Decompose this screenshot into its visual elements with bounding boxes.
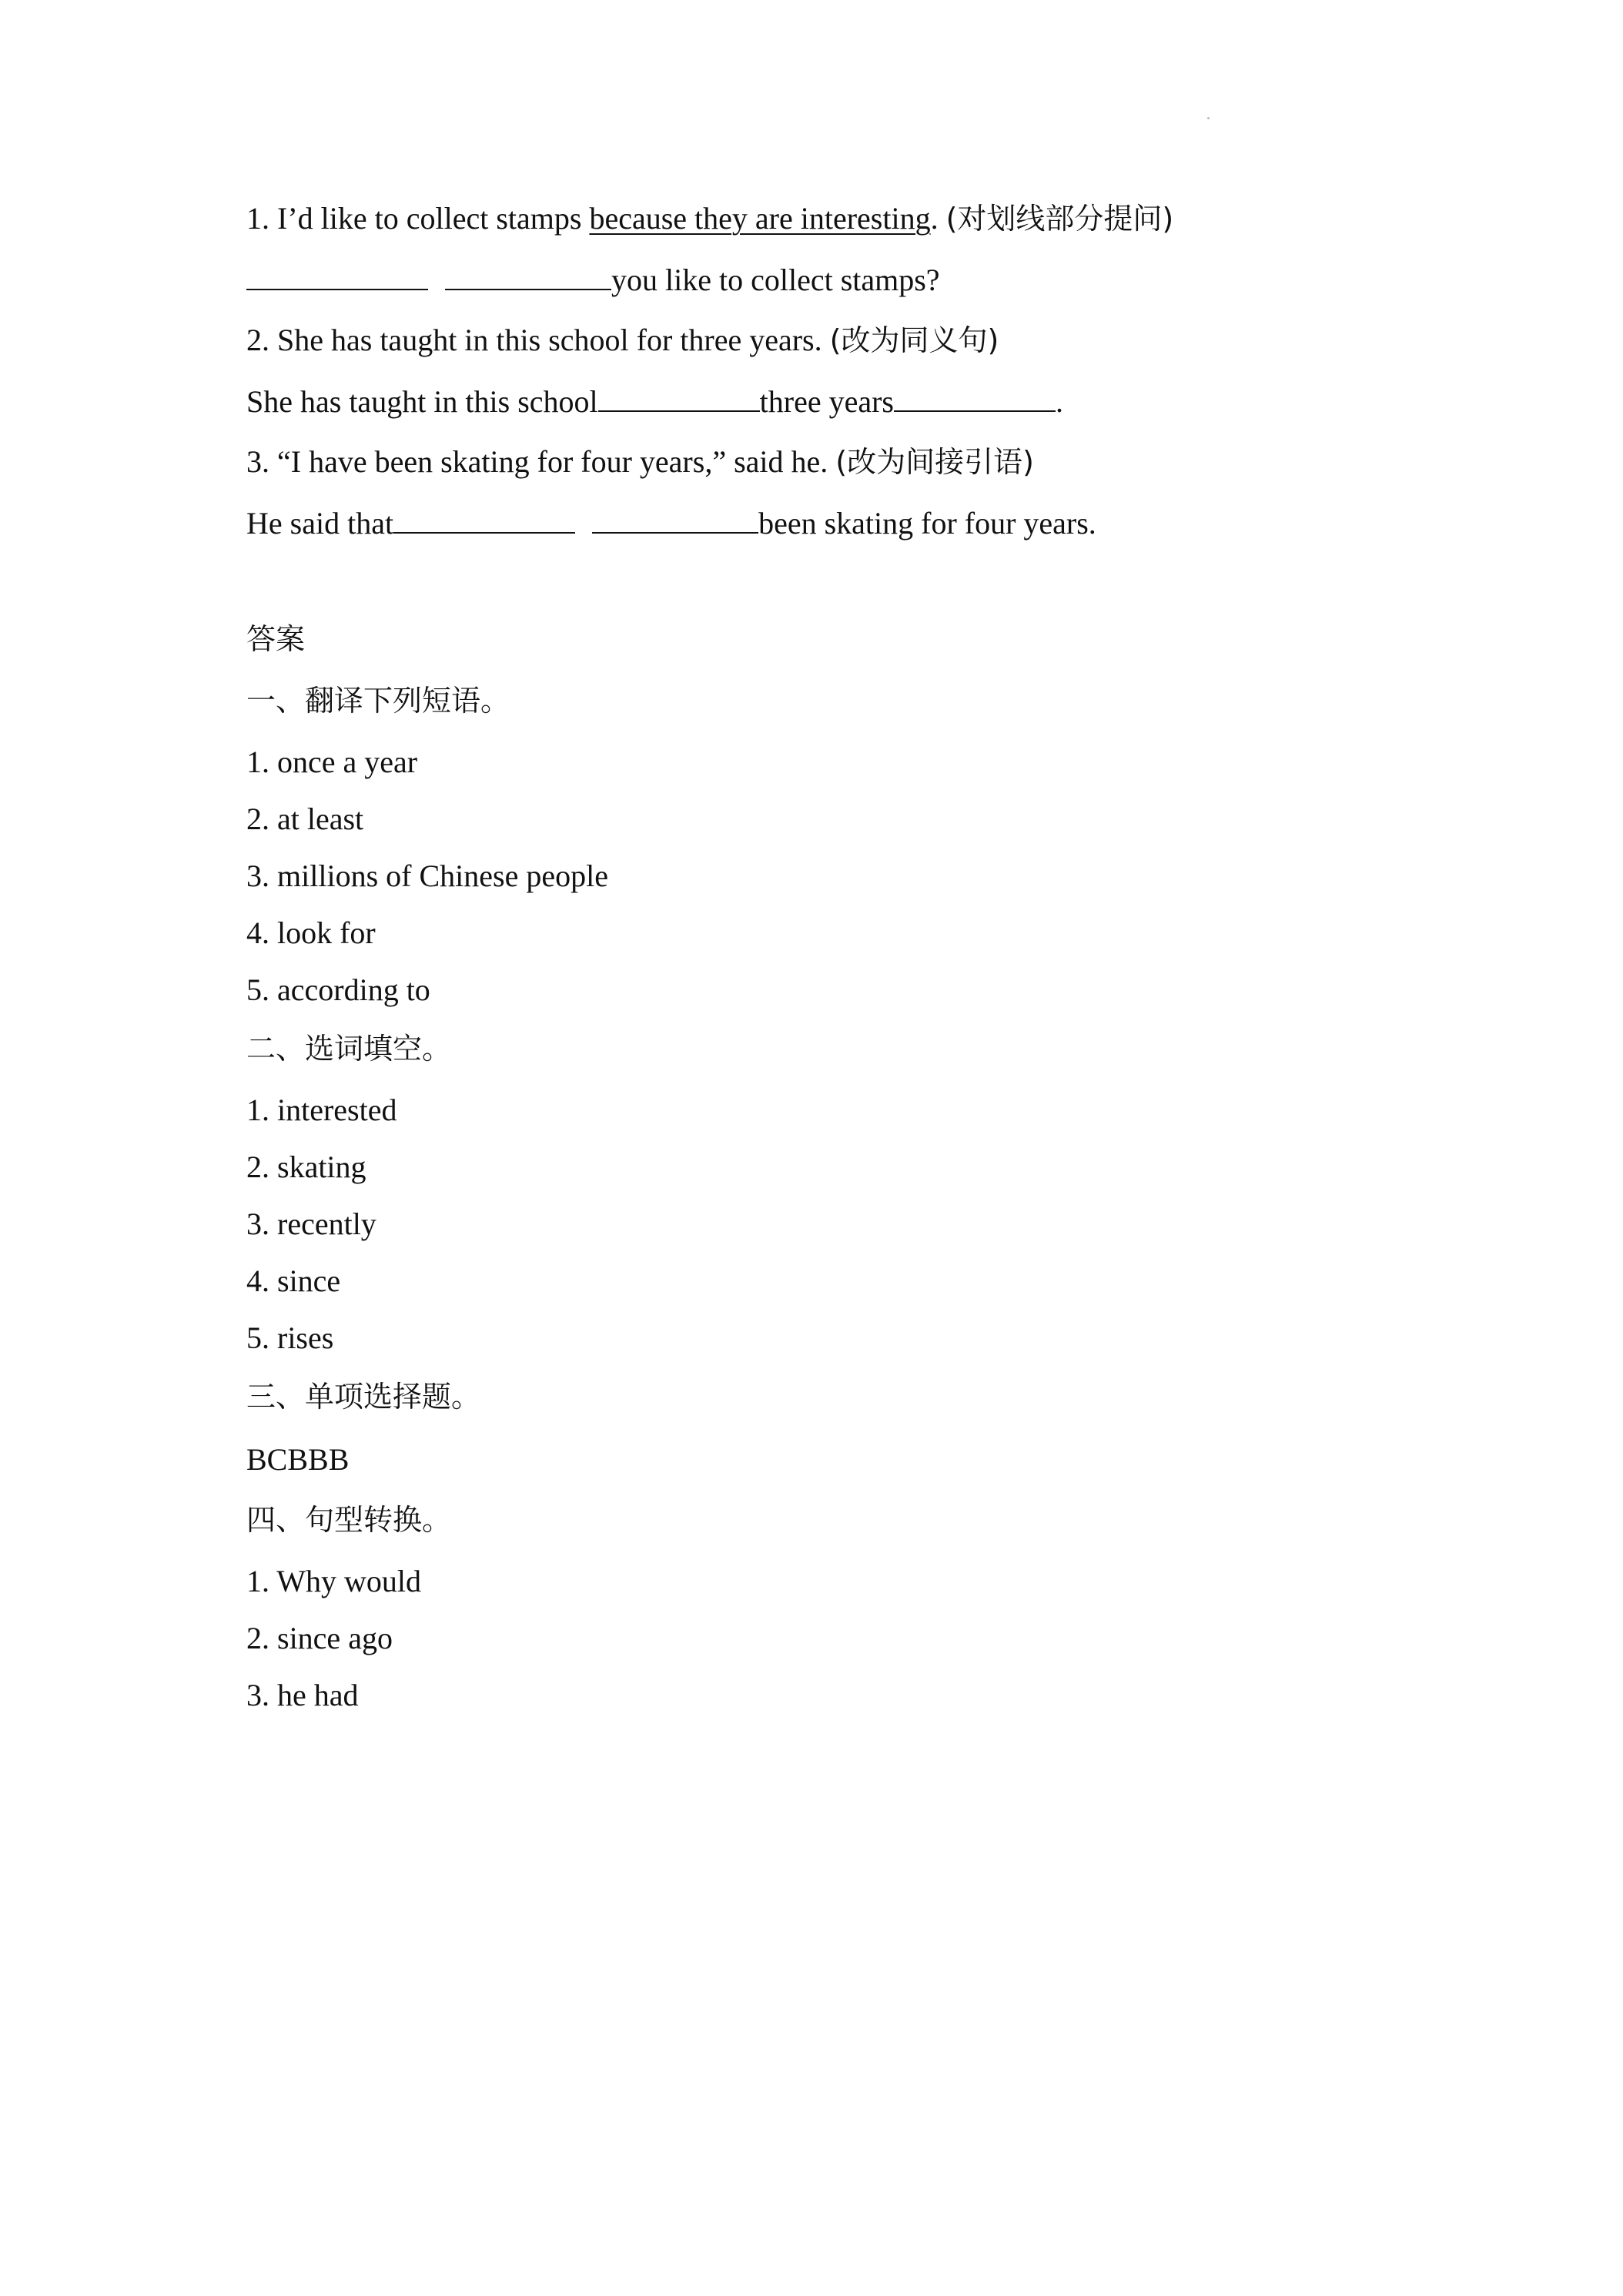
question-2-answer-part2: three years (759, 384, 894, 419)
section-1-answer: 1. once a year (246, 745, 418, 779)
question-2-answer-part1: She has taught in this school (246, 384, 598, 419)
section-2-answer: 3. recently (246, 1207, 376, 1241)
section-4-answer: 3. he had (246, 1678, 359, 1712)
question-2 (246, 322, 999, 359)
section-1-answer: 2. at least (246, 802, 364, 836)
answer-blank[interactable] (592, 506, 758, 534)
answer-blank[interactable] (246, 263, 428, 290)
section-4-answer: 2. since ago (246, 1621, 393, 1655)
question-3-answer-prefix: He said that (246, 506, 394, 541)
question-3-answer-suffix: been skating for four years. (758, 506, 1096, 541)
question-1-answer-suffix: you like to collect stamps? (611, 263, 940, 297)
question-1-prefix: 1. I’d like to collect stamps (246, 201, 590, 236)
section-2-answer: 2. skating (246, 1150, 366, 1184)
question-1-suffix: . (930, 201, 946, 236)
section-2-answer: 1. interested (246, 1093, 397, 1127)
question-1 (246, 200, 1173, 237)
section-1-answer: 4. look for (246, 915, 376, 950)
question-2-answer-end: . (1055, 384, 1063, 419)
section-2-answer: 5. rises (246, 1320, 334, 1355)
question-3 (246, 443, 1034, 480)
answers-heading: 答案 (246, 622, 306, 656)
question-2-instruction: (改为同义句) (829, 323, 999, 357)
section-1-title: 一、翻译下列短语。 (246, 684, 510, 718)
question-3-instruction: (改为间接引语) (835, 445, 1034, 479)
section-3-answer: BCBBB (246, 1442, 350, 1477)
question-3-answer-line (246, 505, 1096, 542)
answer-blank[interactable] (598, 384, 760, 412)
section-1-answer: 3. millions of Chinese people (246, 858, 608, 893)
answer-blank[interactable] (393, 506, 575, 534)
question-3-prompt: 3. “I have been skating for four years,” said he. (246, 444, 836, 479)
question-1-instruction: (对划线部分提问) (945, 202, 1174, 236)
question-1-answer-line (246, 262, 940, 299)
section-2-title: 二、选词填空。 (246, 1032, 452, 1066)
answer-blank[interactable] (894, 384, 1056, 412)
question-2-prompt: 2. She has taught in this school for three years. (246, 323, 830, 357)
page-speck (1207, 117, 1210, 119)
section-4-answer: 1. Why would (246, 1564, 422, 1598)
section-2-answer: 4. since (246, 1263, 341, 1298)
question-1-underlined: because they are interesting (589, 201, 931, 236)
section-1-answer: 5. according to (246, 972, 430, 1007)
section-4-title: 四、句型转换。 (246, 1503, 452, 1537)
answer-blank[interactable] (445, 263, 611, 290)
question-2-answer-line (246, 383, 1063, 420)
section-3-title: 三、单项选择题。 (246, 1380, 481, 1414)
